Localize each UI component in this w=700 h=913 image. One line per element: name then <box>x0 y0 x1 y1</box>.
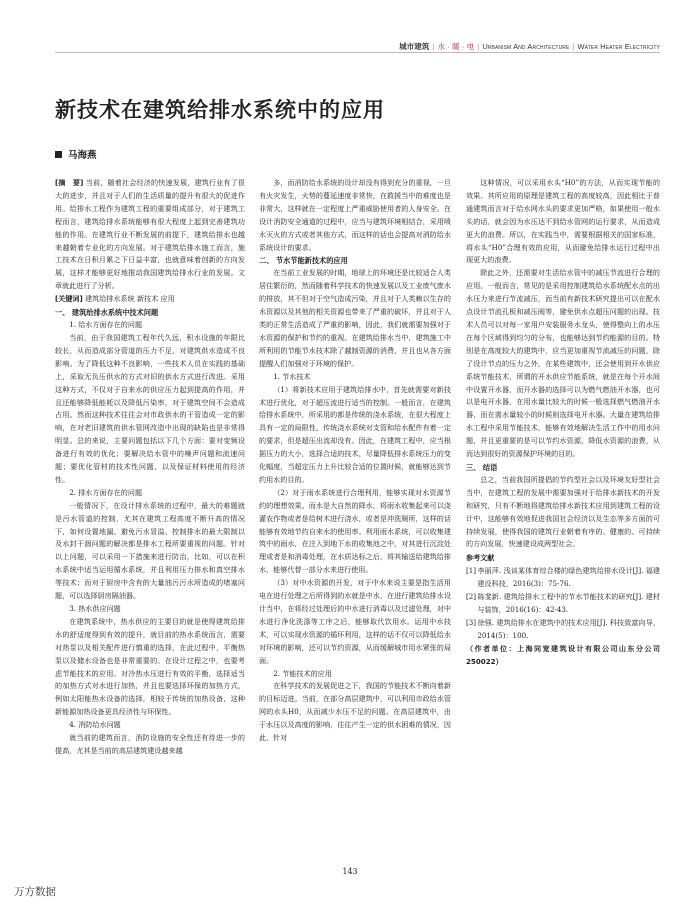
keywords <box>55 293 245 306</box>
author-name: 马海燕 <box>68 150 97 161</box>
author-affiliation: （作者单位：上海同宽建筑设计有限公司山东分公司 250022） <box>466 643 660 666</box>
column-1 <box>55 177 245 758</box>
paragraph: 当前，由于我国建筑工程年代久远，积水设施的年限比较长，从而造成部分管道的压力不足，对建筑供水造成不良影响。为了降低这种不良影响，一些技术人员在实践的基础上，采取无负压供水的方式对旧的供水方式进行改进。采用这种方式，不仅对于自来水的供应压力起到提高的作用，并且还能够降低能耗以及降低污染率，对于建筑空间不会造成占用。然而这种技术往往会对市政供水的干管造成一定的影响，在对老旧建筑的供水管网改造中出现的缺陷也是非常得明显。总的来说，主要问题包括以下几个方面：要对变频设备进行有效的优化；要解决给水管中的噪声问题和流速问题；要优化管材的技术性问题，以及保证材料使用的经济性。 <box>55 332 245 484</box>
paragraph: 一般情况下，在设计排水系统的过程中，最大的难题就是污水管道的控制，尤其在建筑工程高度不断升高的情况下，如何设置地漏、避免污水冒溢、控制排水的最大限制以及水封干涸问题的解决都是排水工程所要重视的问题。针对以上问题，可以采用一下措施来进行防治，比如，可以在积水系统中适当运用循水系统，并且利用压力排水和真空排水等技术；而对于厨房中含有的大量油污污水所造成的堵塞问题，可以选择厨房隔油器。 <box>55 500 245 601</box>
header-english-2: Water Heater Electricity <box>577 42 660 51</box>
reference-text: 李丽萍. 浅谈某体育综合楼的绿色建筑给排水设计[J]. 福建建设科技，2016(3)：75-76. <box>477 566 660 589</box>
subsection-heading: 1. 节水技术 <box>273 371 311 381</box>
page-number: 143 <box>342 867 358 876</box>
section-heading: 三、 结语 <box>466 462 498 472</box>
references <box>466 552 660 668</box>
references-list <box>466 565 660 642</box>
square-bullet-icon <box>55 151 62 158</box>
paragraph: （2）对于雨水系统进行合理利用，能够实现对水资源节约的理想效果。而水是大自然的降水，将雨水收集起来可以浇灌农作物或者是给树木进行浇水，或者是冲洗厕所，这样的话能够有效地节约自来水的使用率。利用雨水系统，可以收集建筑中的雨水，在注入到地下水的收集池之中，对其进行沉淀处理或者是和消毒处理，在水质达标之后，将其输送给建筑给排水，能够代替一部分水来进行使用。 <box>259 487 451 575</box>
section-heading: 一、 建筑给排水系统中技术问题 <box>55 308 159 318</box>
paragraph: （3）对中水资源的开发，对于中水来说主要是指生活用电在进行处理之后所得到的水就是中水，在进行建筑给排水设计当中，在将经过处理后的中水进行消毒以及过滤处理，对中水进行净化洗涤等工序之后，能够取代饮用水。运用中水技术，可以实现水资源的循环利用，这样的话不仅可以降低给水对环境的影响，还可以节约资源，从而缓解城市用水紧张的局面。 <box>259 578 451 665</box>
subsection-heading: 3. 热水供应问题 <box>69 604 121 613</box>
paragraph: 多，而消防给水系统的设计却没有得到充分的重视，一旦有火灾发生，火势的蔓延速度非常快，在救援当中的难度也是非常大，这样就在一定程度上严重威胁使用者的人身安全。在设计消防安全通道的过程中，应当与建筑环境相结合，采用喷水灭火的方式或者其他方式，而这样的话也会提高对消防给水系统设计的要求。 <box>259 178 451 252</box>
paragraph: 就当前的建筑而言，消防设施的安全性还有待进一步的提高，尤其是当前的高层建筑建设越来越 <box>55 733 245 755</box>
column-2-body <box>259 177 451 745</box>
references-heading: 参考文献 <box>466 553 495 563</box>
header-rule <box>55 52 660 53</box>
reference-text: 陈斐新. 建筑给排水工程中的节水节能技术的研究[J]. 建材与装饰，2016(16)：42-43. <box>477 592 660 614</box>
paragraph: 总之，当前我国所提倡的节约型社会以及环境友好型社会当中，在建筑工程的发展中需要加强对于给排水新技术的开发和研究，只有不断地将建筑给排水新技术应用到建筑工程的设计中，这能够有效地促进我国社会经济以及生态等多方面的可持续发展，使得我国的建筑行业朝着有序的、健康的、可持续的方向发展，快速建设成两型社会。 <box>466 474 660 549</box>
reference-number: [2] <box>466 592 477 602</box>
reference-item <box>466 591 660 617</box>
keywords-label: [关键词] <box>55 294 83 304</box>
watermark-text: 万方数据 <box>14 886 56 898</box>
section-heading: 二、 节水节能新技术的应用 <box>259 256 348 266</box>
column-3 <box>466 177 660 669</box>
author-line <box>55 147 97 161</box>
running-header: 城市建筑 | 水 · 暖 · 电 | Urbanism And Architecture | Water Heater Electricity <box>399 42 660 51</box>
subsection-heading: 4. 消防给水问题 <box>69 720 121 730</box>
subsection-heading: 2. 节能技术的应用 <box>273 668 332 678</box>
paragraph: （1）将新技术应用于建筑给排水中，首先就需要对新技术进行优化，对于超压流进行适当的控制。一般而言，在建筑给排水系统中，所采用的都是传统的浇水系统，在很大程度上具有一定的局限性，传统浇水系统对支管和给水配件有着一定的要求，但是超压出流却没有。因此，在建筑工程中，应当根据压力的大小，选择合适的技术，尽量降低排水系统压力的变化幅度，当超定压力上升比较合适的位置时候，就能够达到节约用水的目的。 <box>259 384 451 484</box>
column-2 <box>259 177 451 745</box>
paragraph: 在建筑系统中，热水供应的主要目的就是使得建筑给排水的舒适度得到有效的提升，就目前的热水系统而言，需要对热泵以及相关配件进行慎重的选择，在此过程中，平衡热泵以及储水设备也是非常重要的。在设计过程之中，也要考虑节能技术的应用。对冷热水压进行有效的平衡，选择适当的加热方式对水进行加热，并且也要选择环保的加热方式，例如太阳能热水设备的选择，相较于传统的加热设备，这种新能源加热设备更具经济性与环保性。 <box>55 616 245 717</box>
paragraph: 在科学技术的发展促进之下，我国的节能技术不断向着新的目标迈进。当前，在部分高层建筑中，可以利用市政给水管网的水头H0，从而减少水压不足的问题。在高层建筑中，由于水压以及高度的影响，往往产生一定的供水困难的情况，因此，针对 <box>259 681 451 743</box>
subsection-heading: 1. 给水方面存在的问题 <box>69 320 143 330</box>
abstract <box>55 177 245 293</box>
keywords-text: 建筑给排水系统 新技术 应用 <box>85 294 175 304</box>
column-1-body <box>55 306 245 758</box>
subsection-heading: 2. 排水方面存在的问题 <box>69 487 143 497</box>
article-title: 新技术在建筑给排水系统中的应用 <box>55 98 385 122</box>
paragraph: 在当前工业发展的时期，地球上的环境还是比较适合人类居住繁衍的，然而随着科学技术的快速发展以及工业废气废水的排放，其不但对于空气造成污染，并且对于人类赖以生存的水资源以及其他的相关资源也带来了严重的破坏，并且对于人类的正常生活造成了严重的影响，因此，我们就需要加强对于水资源的保护和节约的重视。在建筑给排水当中，建筑施工中所利用的节能节水技术除了越制资源的消费，并且也从各方面提醒人们加强对于环境的保护。 <box>259 268 451 368</box>
header-english-1: Urbanism And Architecture <box>482 42 570 51</box>
header-section: 城市建筑 <box>399 42 430 51</box>
paragraph: 这种情况，可以采用水头“H0”的方法，从而实现节能的效果。其所应用的原理是建筑工程的高度较高，因此相比于普通建筑而言对于给水网水头的要求更加严格，如果使用一般水头的话，就会因为水压达不到给水管网的运行要求，从而造成更大的浪费。所以，在实践当中，需要根据相关的国家标准，将水头“H0”合理有效的应用，从而避免给排水运行过程中出现更大的浪费。 <box>466 178 660 265</box>
reference-item <box>466 565 660 591</box>
reference-text: 徐强. 建筑给排水在建筑中的技术应用[J]. 科技致富向导，2014(5)：100. <box>477 617 660 640</box>
column-3-body <box>466 177 660 551</box>
paragraph: 除此之外，还需要对生活给水管中的减压节流进行合理的应用。一般而言，常见的是采用控制建筑给水系统配水点的出水压力来进行节流减压，而当前有新技术研究提出可以在配水点设计节流孔板和减压阀等，避免供水点超压问题的出现。技术人员可以对每一家用户安装服务水龙头，使得整向上的水压在每个区域得到均匀的分布，也能够达到节约能源的目的。特别是在高度较大的建筑中，应当更加重视节流减压的问题，除了设计节点的压力之外，在某些建筑中，还会使用到开水供应系统节能技术，所谓的开水供应节能系统，就是在每个开水间中设置开水器，而开水器的选择可以为燃气燃油开水器，也可以是电开水器，在用水量比较大的时候一般选择燃气燃油开水器，而在需水量较小的时候则选择电开水器。大量在建筑给排水工程中采用节能技术，能够有效地解决生活工作中的用水问题，并且更重要的是可以节约水资源，降低水资源的浪费，从而达到很好的资源保护环境的目的。 <box>466 268 660 459</box>
abstract-text: 当前，随着社会经济的快速发展，建筑行业有了很大的进步，并且对于人们的生活质量的提升有很大的促进作用。给排水工程作为建筑工程的重要组成部分，对于建筑工程而言，建筑给排水系统能够有很大程度上起到完善建筑功能的作用。在建筑行业不断发展的前提下，建筑给排水也越来越朝着专业化的方向发展。对于建筑给排水施工而言，施工技术在日积月累之下日益丰富，也就意味着创新的方向发展，这样才能够更好地推动我国建筑给排水行业的发展。文章就此进行了分析。 <box>55 178 245 291</box>
abstract-label: [摘 要] <box>55 178 84 187</box>
header-subsection: 水 · 暖 · 电 <box>437 42 475 51</box>
reference-item <box>466 617 660 643</box>
reference-number: [1] <box>466 566 477 576</box>
reference-number: [3] <box>466 617 477 627</box>
